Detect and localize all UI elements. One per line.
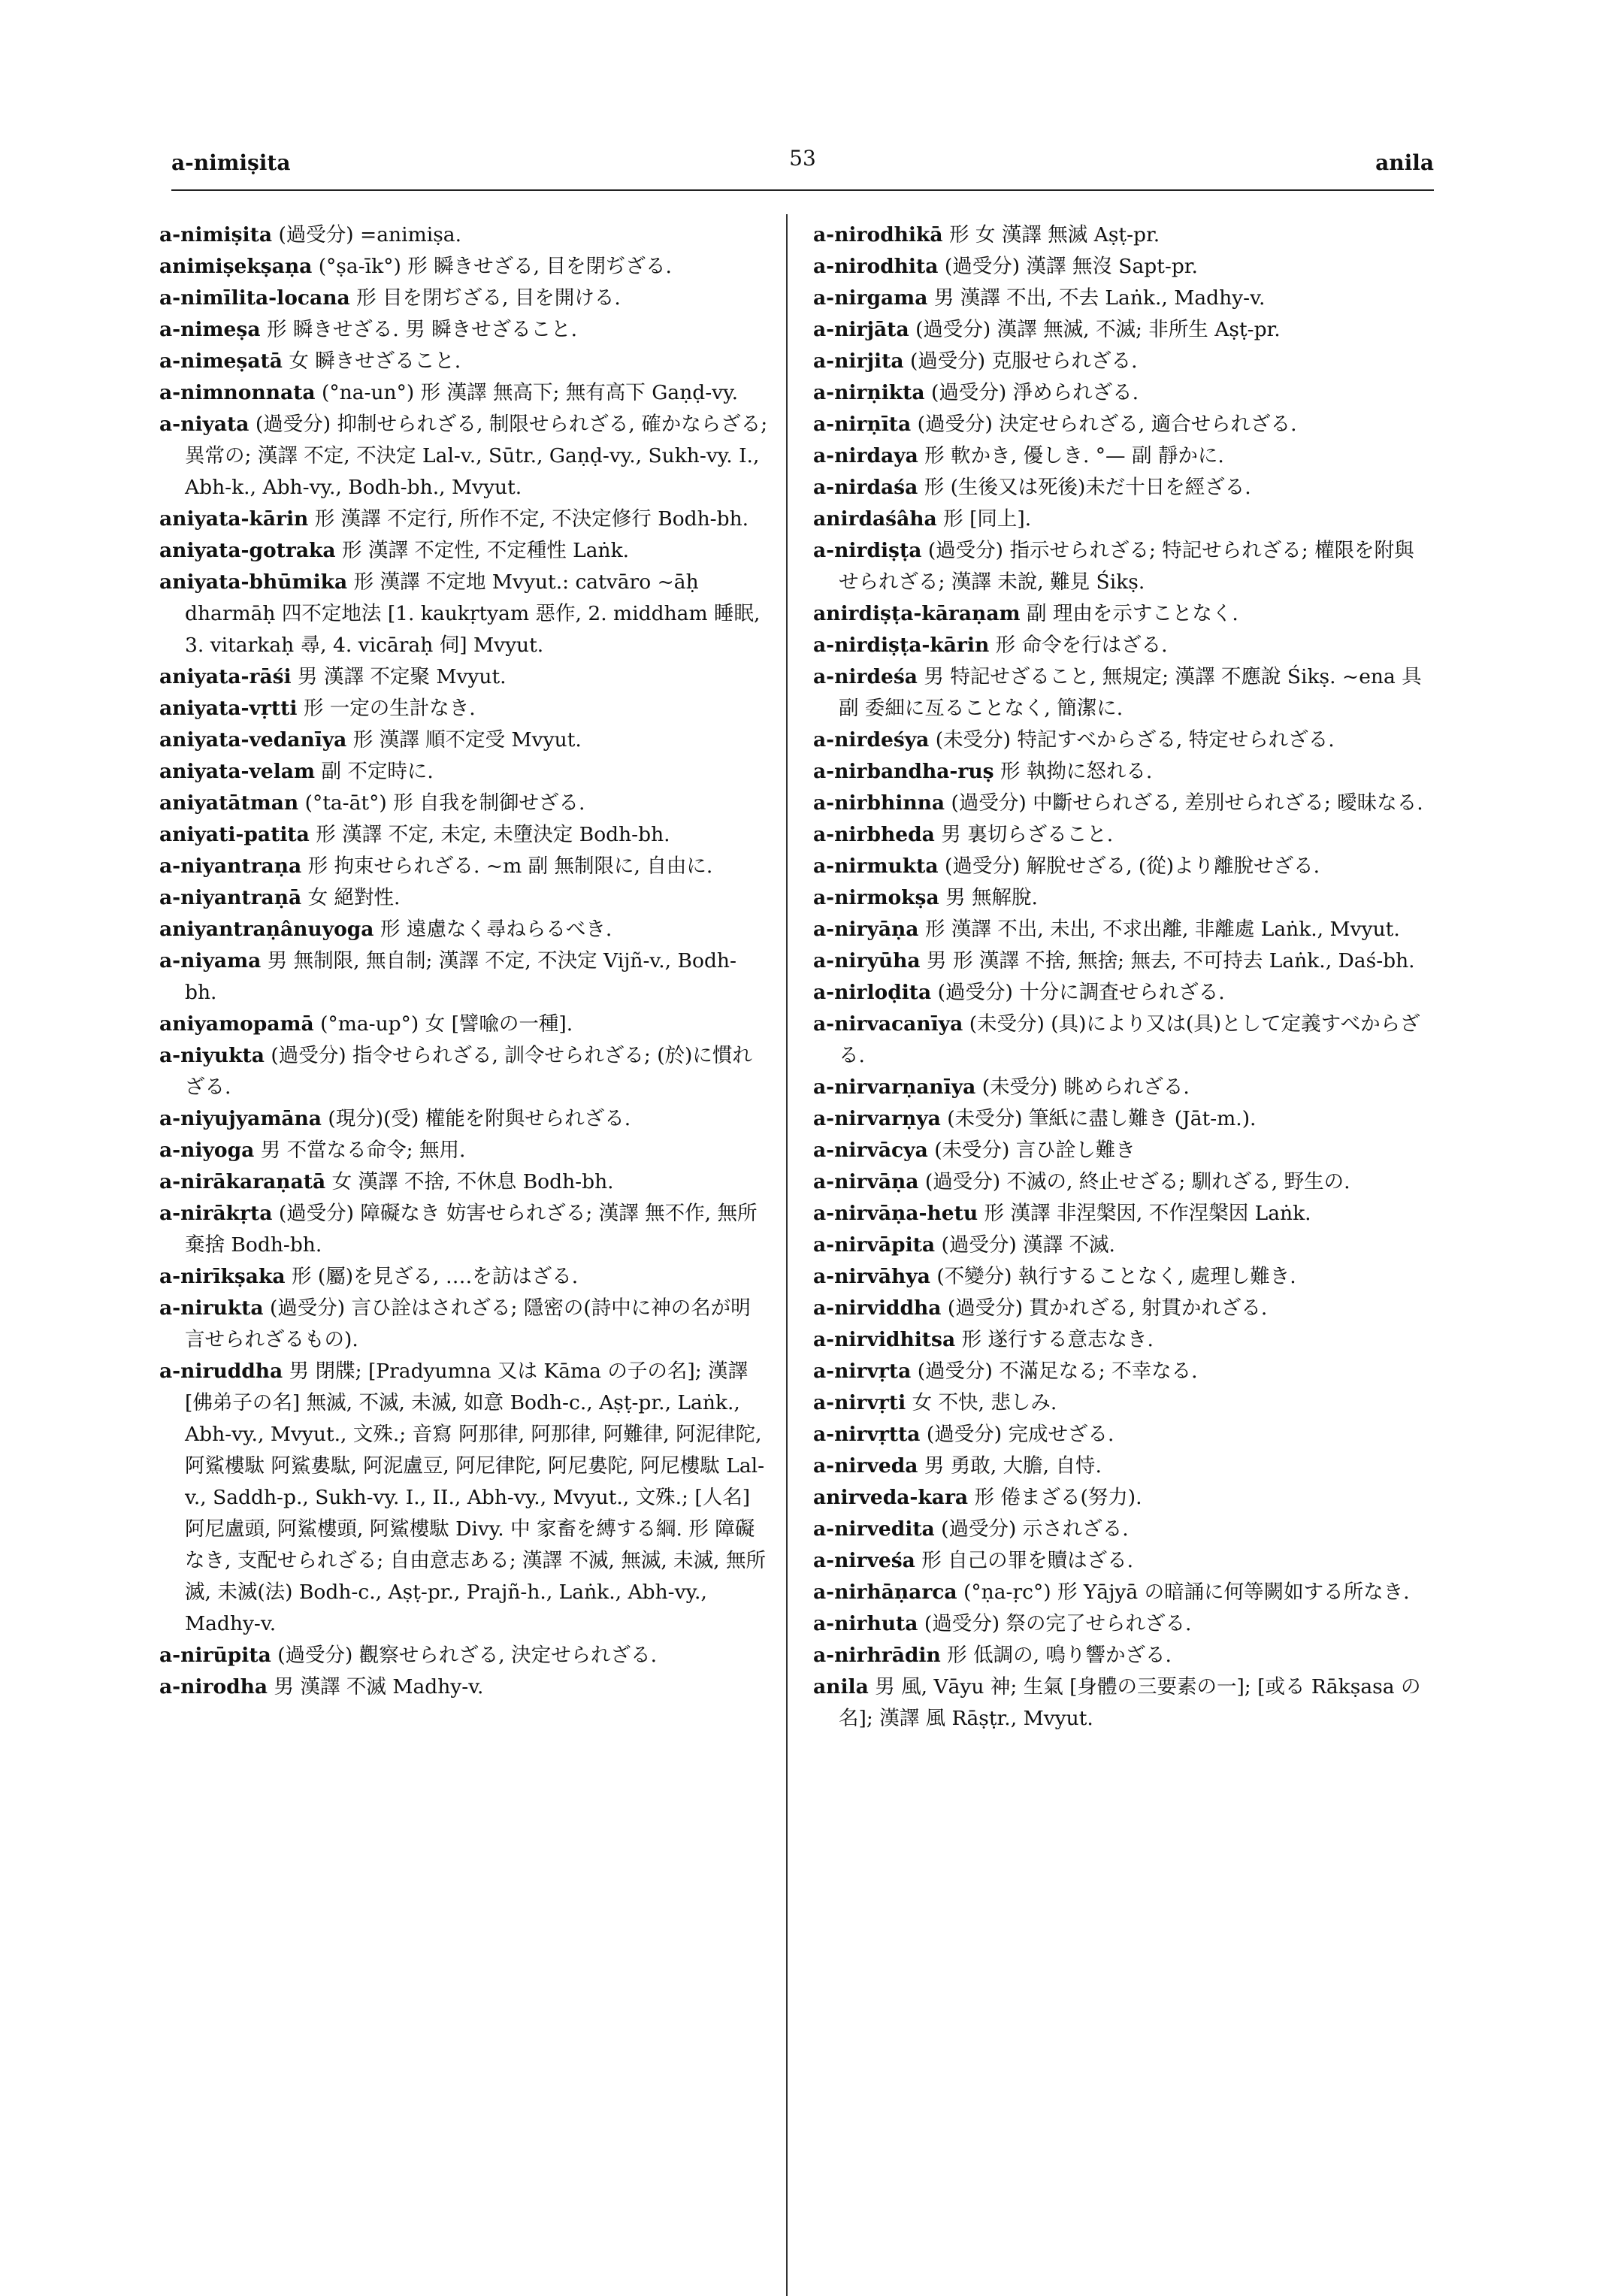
entry-definition: (°ṇa-ṛc°) 形 Yājyā の暗誦に何等闕如する所なき.	[963, 1581, 1410, 1604]
entry-headword: a-niyantraṇā	[159, 886, 302, 909]
entry-headword: a-nirākṛta	[159, 1202, 273, 1225]
dictionary-entry	[813, 756, 1423, 788]
dictionary-entry	[159, 882, 768, 914]
entry-headword: a-nirodha	[159, 1675, 268, 1699]
left-column	[159, 219, 768, 1703]
entry-definition: 女 瞬きせざること.	[289, 349, 461, 373]
dictionary-entry	[813, 346, 1423, 377]
entry-definition: (過受分) 觀察せられざる, 決定せられざる.	[277, 1644, 658, 1667]
dictionary-entry	[813, 977, 1423, 1009]
entry-definition: (過受分) 不滅の, 終止せざる; 馴れざる, 野生の.	[924, 1170, 1350, 1193]
entry-headword: a-nirdiṣṭa-kārin	[813, 634, 990, 657]
entry-headword: a-niryāṇa	[813, 918, 919, 941]
entry-definition: (過受分) 障礙なき 妨害せられざる; 漢譯 無不作, 無所棄捨 Bodh-bh.	[185, 1202, 758, 1257]
dictionary-entry	[813, 440, 1423, 472]
dictionary-entry	[813, 914, 1423, 945]
dictionary-entry	[813, 1230, 1423, 1261]
entry-definition: (過受分) 解脫せざる, (從)より離脫せざる.	[944, 855, 1320, 878]
dictionary-entry	[159, 1166, 768, 1198]
entry-headword: a-nirdeśya	[813, 728, 930, 752]
entry-headword: a-nirṇikta	[813, 381, 925, 404]
dictionary-entry	[813, 882, 1423, 914]
dictionary-entry	[813, 251, 1423, 283]
entry-definition: (過受分) 言ひ詮はされざる; 隱密の(詩中に神の名が明言せられざるもの).	[185, 1296, 751, 1351]
entry-definition: 副 不定時に.	[321, 760, 434, 783]
entry-definition: (過受分) 漢譯 無滅, 不滅; 非所生 Aṣṭ-pr.	[915, 318, 1281, 341]
entry-headword: a-nirveśa	[813, 1549, 915, 1572]
entry-headword: a-nirmokṣa	[813, 886, 939, 909]
entry-headword: anirveda-kara	[813, 1486, 969, 1509]
dictionary-entry	[159, 851, 768, 882]
entry-definition: (過受分) 抑制せられざる, 制限せられざる, 確かならざる; 異常の; 漢譯 不定, 不決定 Lal-v., Sūtr., Gaṇḍ-vy., Sukh-vy. I., Abh-k., Abh-vy., Bodh-bh., Mvyut.	[185, 413, 768, 499]
dictionary-entry	[159, 1640, 768, 1671]
entry-headword: a-niyantraṇa	[159, 855, 302, 878]
entry-definition: 副 理由を示すことなく.	[1026, 602, 1238, 625]
entry-definition: (未受分) 言ひ詮し難き	[934, 1139, 1136, 1162]
dictionary-entry	[159, 914, 768, 945]
entry-definition: 形 目を閉ぢざる, 目を開ける.	[356, 286, 621, 310]
entry-headword: a-nirvṛti	[813, 1391, 906, 1414]
entry-definition: (未受分) 眺められざる.	[981, 1075, 1190, 1099]
entry-headword: a-nirveda	[813, 1454, 918, 1478]
entry-definition: 形 [同上].	[943, 507, 1032, 531]
entry-headword: aniyata-vṛtti	[159, 697, 298, 720]
entry-definition: 形 命令を行はざる.	[995, 634, 1168, 657]
dictionary-entry	[813, 1166, 1423, 1198]
entry-definition: 男 漢譯 不出, 不去 Laṅk., Madhy-v.	[933, 286, 1266, 310]
entry-definition: 形 漢譯 不定地 Mvyut.: catvāro ~āḥ dharmāḥ 四不定地法 [1. kaukṛtyam 惡作, 2. middham 睡眠, 3. vitarkaḥ 尋, 4. vicāraḥ 伺] Mvyut.	[185, 570, 761, 657]
dictionary-entry	[159, 1356, 768, 1640]
running-headword-left: a-nimiṣita	[171, 150, 291, 175]
entry-definition: (過受分) 中斷せられざる, 差別せられざる; 曖昧なる.	[951, 791, 1423, 815]
entry-definition: 男 特記せざること, 無規定; 漢譯 不應說 Śikṣ. ~ena 具 副 委細に亙ることなく, 簡潔に.	[839, 665, 1422, 720]
entry-definition: (過受分) 決定せられざる, 適合せられざる.	[917, 413, 1297, 436]
dictionary-entry	[813, 630, 1423, 661]
entry-headword: a-nirvṛta	[813, 1360, 912, 1383]
entry-headword: a-nirvacanīya	[813, 1012, 963, 1036]
entry-definition: 形 低調の, 鳴り響かざる.	[947, 1644, 1172, 1667]
entry-headword: a-nirvāhya	[813, 1265, 930, 1288]
entry-definition: 女 漢譯 不捨, 不休息 Bodh-bh.	[331, 1170, 614, 1193]
entry-headword: a-nimeṣatā	[159, 349, 283, 373]
entry-definition: 男 漢譯 不定聚 Mvyut.	[298, 665, 507, 688]
entry-headword: a-nirdiṣṭa	[813, 539, 922, 562]
dictionary-entry	[813, 1198, 1423, 1230]
entry-headword: a-nirvarṇanīya	[813, 1075, 976, 1099]
dictionary-entry	[159, 314, 768, 346]
entry-headword: a-niyoga	[159, 1139, 255, 1162]
dictionary-entry	[813, 1356, 1423, 1387]
entry-definition: 形 女 漢譯 無滅 Aṣṭ-pr.	[948, 223, 1160, 247]
dictionary-entry	[813, 1640, 1423, 1671]
dictionary-entry	[159, 346, 768, 377]
entry-definition: 男 風, Vāyu 神; 生氣 [身體の三要素の一]; [或る Rākṣasa の名]; 漢譯 風 Rāṣṭr., Mvyut.	[839, 1675, 1421, 1730]
dictionary-entry	[159, 661, 768, 693]
page-header	[171, 146, 1434, 188]
right-column	[813, 219, 1423, 1735]
entry-headword: a-nirhrādin	[813, 1644, 941, 1667]
dictionary-entry	[159, 819, 768, 851]
entry-definition: 形 一定の生計なき.	[303, 697, 476, 720]
dictionary-entry	[813, 1103, 1423, 1135]
dictionary-entry	[159, 535, 768, 567]
entry-definition: 女 不快, 悲しみ.	[912, 1391, 1057, 1414]
entry-headword: a-nirloḍita	[813, 981, 932, 1004]
entry-definition: 形 遠慮なく尋ねらるべき.	[380, 918, 612, 941]
dictionary-entry	[159, 409, 768, 504]
dictionary-entry	[813, 283, 1423, 314]
entry-headword: a-nimnonnata	[159, 381, 316, 404]
entry-headword: a-niyata	[159, 413, 250, 436]
entry-headword: a-nirvāṇa	[813, 1170, 919, 1193]
entry-definition: 形 漢譯 不定, 未定, 未墮決定 Bodh-bh.	[316, 823, 670, 846]
entry-headword: anila	[813, 1675, 869, 1699]
entry-definition: (過受分) 完成せざる.	[926, 1423, 1114, 1446]
dictionary-entry	[159, 1135, 768, 1166]
dictionary-entry	[813, 504, 1423, 535]
dictionary-entry	[813, 1261, 1423, 1293]
dictionary-entry	[813, 661, 1423, 724]
entry-definition: 形 (生後又は死後)未だ十日を經ざる.	[924, 476, 1251, 499]
entry-headword: a-niryūha	[813, 949, 921, 973]
dictionary-entry	[159, 219, 768, 251]
dictionary-entry	[159, 377, 768, 409]
entry-definition: 形 拘束せられざる. ~m 副 無制限に, 自由に.	[307, 855, 713, 878]
entry-headword: a-nirūpita	[159, 1644, 271, 1667]
entry-definition: (過受分) 十分に調査せられざる.	[937, 981, 1225, 1004]
entry-definition: 男 形 漢譯 不捨, 無捨; 無去, 不可持去 Laṅk., Daś-bh.	[927, 949, 1415, 973]
entry-definition: (過受分) 示されざる.	[941, 1517, 1129, 1541]
header-rule	[171, 189, 1434, 191]
dictionary-entry	[159, 1261, 768, 1293]
dictionary-entry	[159, 1103, 768, 1135]
dictionary-entry	[813, 1324, 1423, 1356]
entry-definition: (未受分) 特記すべからざる, 特定せられざる.	[935, 728, 1335, 752]
entry-definition: (°ṣa-īk°) 形 瞬きせざる, 目を閉ぢざる.	[318, 255, 672, 278]
dictionary-entry	[813, 377, 1423, 409]
entry-headword: a-nirvarṇya	[813, 1107, 941, 1130]
entry-definition: 男 無解脫.	[945, 886, 1038, 909]
entry-headword: a-niyama	[159, 949, 262, 973]
dictionary-entry	[813, 1135, 1423, 1166]
dictionary-entry	[813, 219, 1423, 251]
entry-definition: (°ma-up°) 女 [譬喩の一種].	[320, 1012, 573, 1036]
entry-definition: (°na-un°) 形 漢譯 無高下; 無有高下 Gaṇḍ-vy.	[322, 381, 739, 404]
entry-headword: a-nirjita	[813, 349, 904, 373]
entry-definition: (°ta-āt°) 形 自我を制御せざる.	[304, 791, 585, 815]
dictionary-entry	[813, 945, 1423, 977]
entry-definition: (未受分) 筆紙に盡し難き (Jāt-m.).	[947, 1107, 1257, 1130]
entry-headword: animiṣekṣaṇa	[159, 255, 313, 278]
entry-definition: (過受分) 不滿足なる; 不幸なる.	[917, 1360, 1198, 1383]
entry-headword: a-nirviddha	[813, 1296, 942, 1320]
entry-definition: (過受分) 克服せられざる.	[909, 349, 1138, 373]
entry-headword: a-nirjāta	[813, 318, 909, 341]
entry-headword: a-niyujyamāna	[159, 1107, 322, 1130]
dictionary-entry	[159, 788, 768, 819]
entry-headword: aniyata-rāśi	[159, 665, 292, 688]
entry-definition: 形 倦まざる(努力).	[974, 1486, 1142, 1509]
page-number: 53	[789, 146, 816, 171]
entry-definition: 形 漢譯 非涅槃因, 不作涅槃因 Laṅk.	[984, 1202, 1311, 1225]
dictionary-entry	[159, 756, 768, 788]
entry-definition: (過受分) 貫かれざる, 射貫かれざる.	[947, 1296, 1268, 1320]
entry-headword: a-niruddha	[159, 1360, 283, 1383]
entry-headword: aniyata-gotraka	[159, 539, 336, 562]
dictionary-entry	[159, 283, 768, 314]
dictionary-entry	[813, 1671, 1423, 1735]
entry-definition: (過受分) 指示せられざる; 特記せられざる; 權限を附與せられざる; 漢譯 未說, 難見 Śikṣ.	[839, 539, 1414, 594]
entry-headword: aniyata-velam	[159, 760, 316, 783]
entry-definition: (不變分) 執行することなく, 處理し難き.	[936, 1265, 1296, 1288]
entry-headword: anirdiṣṭa-kāraṇam	[813, 602, 1021, 625]
dictionary-entry	[813, 472, 1423, 504]
entry-headword: aniyatātman	[159, 791, 299, 815]
entry-definition: 形 軟かき, 優しき. °— 副 靜かに.	[924, 444, 1224, 467]
entry-headword: aniyantraṇânuyoga	[159, 918, 374, 941]
entry-headword: a-nimeṣa	[159, 318, 261, 341]
dictionary-entry	[813, 1451, 1423, 1482]
entry-definition: (現分)(受) 權能を附與せられざる.	[328, 1107, 631, 1130]
entry-headword: a-nirvṛtta	[813, 1423, 921, 1446]
dictionary-entry	[159, 1009, 768, 1040]
entry-definition: 女 絕對性.	[307, 886, 401, 909]
entry-definition: 形 瞬きせざる. 男 瞬きせざること.	[266, 318, 578, 341]
entry-definition: 形 自己の罪を贖はざる.	[921, 1549, 1134, 1572]
dictionary-entry	[813, 1419, 1423, 1451]
dictionary-entry	[813, 1577, 1423, 1608]
entry-headword: a-nirdaśa	[813, 476, 918, 499]
dictionary-entry	[813, 1293, 1423, 1324]
column-divider	[786, 214, 788, 2296]
entry-definition: 形 (屬)を見ざる, ‥‥を訪はざる.	[291, 1265, 579, 1288]
entry-definition: 形 漢譯 不定行, 所作不定, 不決定修行 Bodh-bh.	[314, 507, 749, 531]
entry-headword: aniyata-vedanīya	[159, 728, 347, 752]
entry-headword: a-nimiṣita	[159, 223, 273, 247]
entry-definition: 形 漢譯 不出, 未出, 不求出離, 非離處 Laṅk., Mvyut.	[924, 918, 1400, 941]
dictionary-entry	[813, 819, 1423, 851]
entry-headword: a-nirukta	[159, 1296, 264, 1320]
dictionary-entry	[813, 1387, 1423, 1419]
dictionary-entry	[159, 1040, 768, 1103]
dictionary-entry	[813, 314, 1423, 346]
entry-headword: a-nirhuta	[813, 1612, 918, 1635]
dictionary-entry	[159, 504, 768, 535]
entry-headword: a-nirbhinna	[813, 791, 945, 815]
entry-headword: a-nirmukta	[813, 855, 939, 878]
entry-definition: 形 漢譯 順不定受 Mvyut.	[352, 728, 582, 752]
entry-definition: 男 不當なる命令; 無用.	[260, 1139, 466, 1162]
dictionary-entry	[159, 1671, 768, 1703]
entry-headword: a-nirodhikā	[813, 223, 943, 247]
entry-headword: a-nirdeśa	[813, 665, 918, 688]
entry-headword: a-nirbandha-ruṣ	[813, 760, 994, 783]
entry-definition: (過受分) 淨められざる.	[931, 381, 1139, 404]
entry-headword: a-nirṇīta	[813, 413, 912, 436]
dictionary-entry	[813, 1482, 1423, 1514]
dictionary-entry	[813, 1514, 1423, 1545]
dictionary-entry	[159, 1198, 768, 1261]
dictionary-entry	[813, 1072, 1423, 1103]
entry-headword: a-nirvāpita	[813, 1233, 936, 1257]
dictionary-entry	[813, 409, 1423, 440]
dictionary-entry	[813, 598, 1423, 630]
entry-definition: 男 勇敢, 大膽, 自恃.	[924, 1454, 1102, 1478]
dictionary-entry	[813, 724, 1423, 756]
entry-headword: aniyamopamā	[159, 1012, 314, 1036]
entry-headword: a-nirvedita	[813, 1517, 935, 1541]
entry-definition: 男 閉牒; [Pradyumna 又は Kāma の子の名]; 漢譯 [佛弟子の名] 無滅, 不滅, 未滅, 如意 Bodh-c., Aṣṭ-pr., Laṅk., Abh-vy., Mvyut., 文殊.; 音寫 阿那律, 阿那律, 阿難律, 阿泥律陀, 阿鯊樓駄 阿鯊婁駄, 阿泥盧豆, 阿尼律陀, 阿尼婁陀, 阿尼樓駄 Lal-v., Saddh-p., Sukh-vy. I., II., Abh-vy., Mvyut., 文殊.; [人名] 阿尼盧頭, 阿鯊樓頭, 阿鯊樓駄 Divy. 中 家畜を縛する綱. 形 障礙なき, 支配せられざる; 自由意志ある; 漢譯 不滅, 無滅, 未滅, 無所滅, 未滅(法) Bodh-c., Aṣṭ-pr., Prajñ-h., Laṅk., Abh-vy., Madhy-v.	[185, 1360, 767, 1635]
dictionary-entry	[813, 1009, 1423, 1072]
entry-definition: (過受分) 指令せられざる, 訓令せられざる; (於)に慣れざる.	[185, 1044, 752, 1099]
dictionary-entry	[159, 724, 768, 756]
entry-headword: a-nirdaya	[813, 444, 918, 467]
entry-definition: (過受分) =animiṣa.	[278, 223, 462, 247]
entry-headword: a-nirodhita	[813, 255, 939, 278]
entry-definition: (過受分) 祭の完了せられざる.	[924, 1612, 1192, 1635]
entry-definition: 男 無制限, 無自制; 漢譯 不定, 不決定 Vijñ-v., Bodh-bh.	[185, 949, 736, 1004]
dictionary-entry	[813, 1608, 1423, 1640]
entry-definition: 形 執拗に怒れる.	[1000, 760, 1153, 783]
entry-headword: aniyata-kārin	[159, 507, 309, 531]
entry-headword: a-nirbheda	[813, 823, 935, 846]
dictionary-entry	[813, 851, 1423, 882]
dictionary-entry	[159, 251, 768, 283]
entry-headword: a-nirvidhitsa	[813, 1328, 956, 1351]
dictionary-entry	[159, 945, 768, 1009]
entry-definition: (未受分) (具)により又は(具)として定義すべからざる.	[839, 1012, 1420, 1067]
entry-headword: a-nirgama	[813, 286, 928, 310]
entry-headword: aniyati-patita	[159, 823, 310, 846]
entry-headword: a-nirvācya	[813, 1139, 928, 1162]
dictionary-entry	[159, 693, 768, 724]
entry-definition: 形 遂行する意志なき.	[961, 1328, 1154, 1351]
dictionary-entry	[159, 1293, 768, 1356]
entry-headword: anirdaśâha	[813, 507, 937, 531]
entry-definition: 男 裏切らざること.	[941, 823, 1114, 846]
entry-definition: 男 漢譯 不滅 Madhy-v.	[274, 1675, 484, 1699]
dictionary-entry	[813, 1545, 1423, 1577]
entry-headword: a-niyukta	[159, 1044, 265, 1067]
dictionary-entry	[813, 788, 1423, 819]
entry-definition: (過受分) 漢譯 不滅.	[941, 1233, 1115, 1257]
entry-headword: a-nimīlita-locana	[159, 286, 350, 310]
entry-headword: a-nirīkṣaka	[159, 1265, 286, 1288]
dictionary-entry	[159, 567, 768, 661]
entry-definition: 形 漢譯 不定性, 不定種性 Laṅk.	[342, 539, 630, 562]
entry-headword: a-nirākaraṇatā	[159, 1170, 326, 1193]
running-headword-right: anila	[1375, 150, 1434, 175]
dictionary-entry	[813, 535, 1423, 598]
entry-headword: a-nirvāṇa-hetu	[813, 1202, 978, 1225]
entry-definition: (過受分) 漢譯 無沒 Sapt-pr.	[944, 255, 1198, 278]
entry-headword: a-nirhāṇarca	[813, 1581, 957, 1604]
entry-headword: aniyata-bhūmika	[159, 570, 348, 594]
